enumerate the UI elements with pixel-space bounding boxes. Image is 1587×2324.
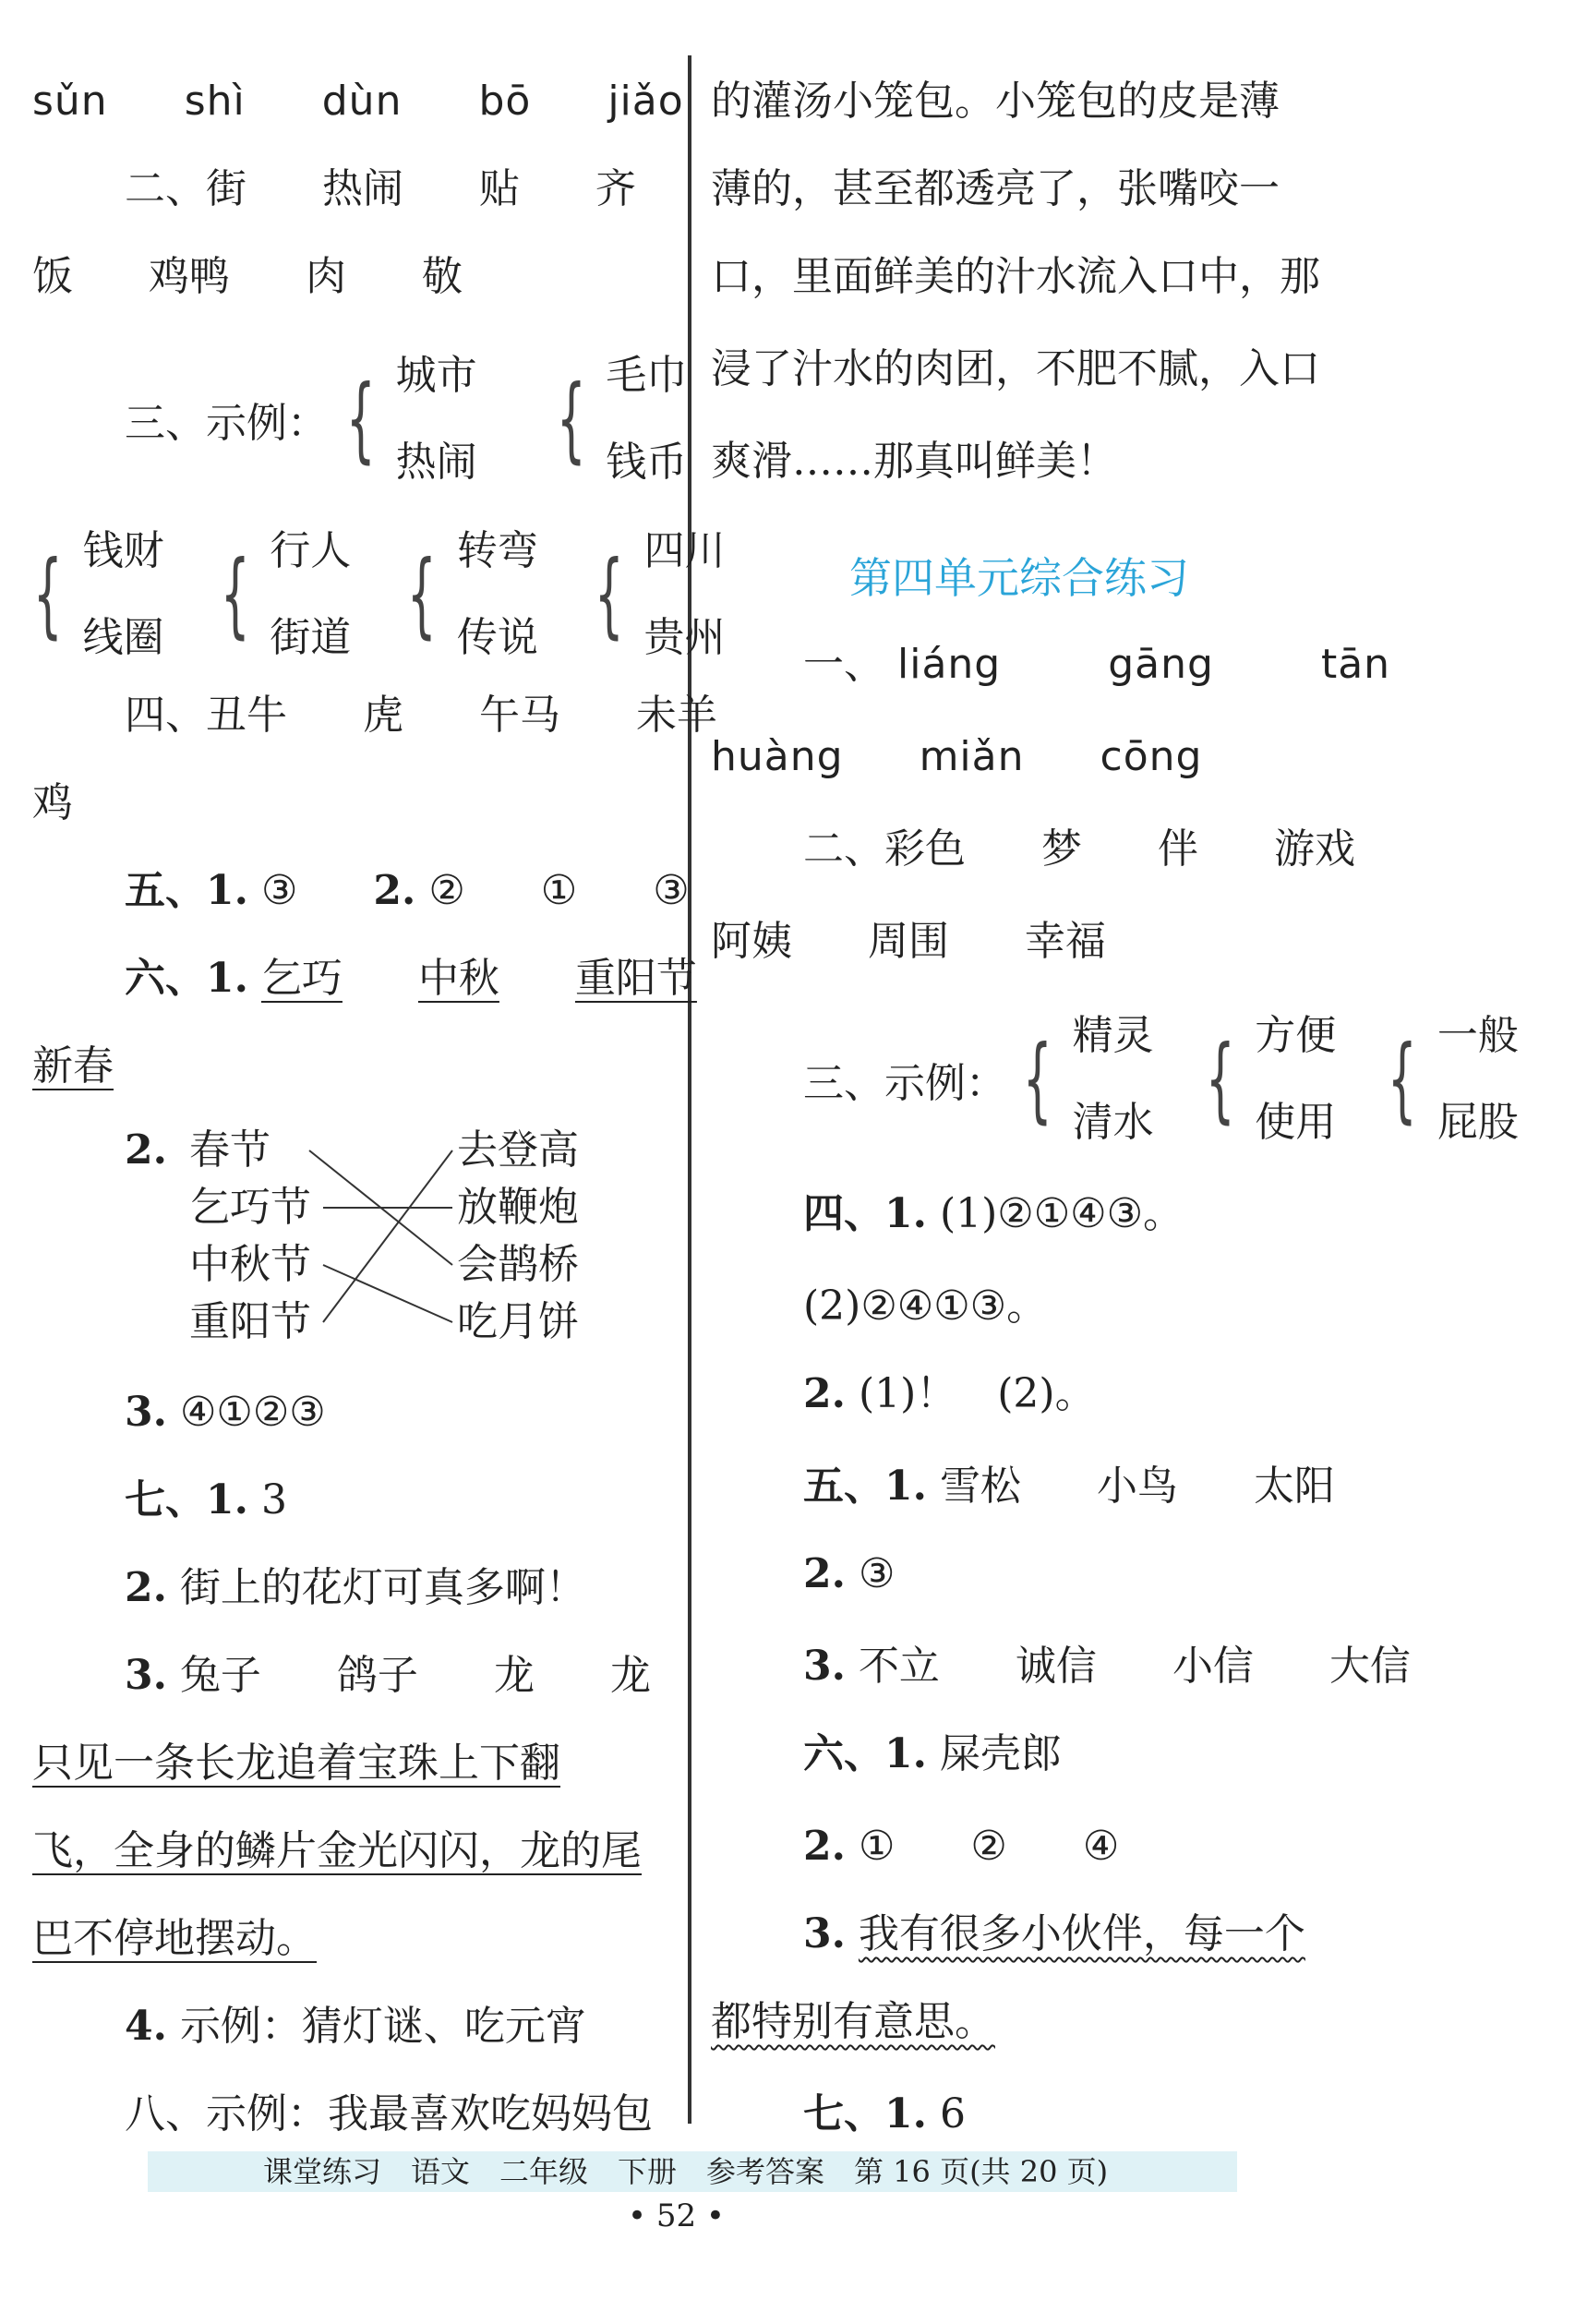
page-number: • 52 •	[628, 2198, 725, 2234]
q7-3-line	[125, 1648, 651, 1704]
answer-word: 兔子	[179, 1652, 261, 1699]
answer-word: 贴	[479, 165, 520, 212]
r2-line2	[711, 914, 1106, 969]
answer-word: 齐	[595, 165, 636, 212]
answer-word: 毛巾	[606, 352, 688, 399]
answer-word: 示例：猜灯谜、吃元宵	[179, 2003, 586, 2050]
right-cont-3: 口，里面鲜美的汁水流入口中，那	[711, 253, 1320, 300]
answer-word: 游戏	[1274, 825, 1355, 873]
answer-word: 热闹	[322, 165, 403, 212]
underlined-answer: 新春	[32, 1042, 114, 1090]
r3-label: 三、示例：	[803, 1060, 1006, 1107]
pinyin: gāng	[1108, 641, 1214, 688]
q5-line	[125, 863, 690, 919]
question-label: 2.	[125, 1564, 167, 1611]
q7-3-text-3	[32, 1911, 317, 1967]
answer-word: 屎壳郎	[939, 1730, 1062, 1777]
r5-1-line	[803, 1459, 1335, 1514]
answer-word: 钱财	[82, 527, 164, 574]
word-pair	[83, 508, 164, 681]
q4-line1	[125, 688, 717, 743]
answer-word: 热闹	[395, 439, 477, 486]
question-label: 五、1.	[803, 1463, 927, 1510]
q7-3-text-2	[32, 1824, 642, 1879]
answer-word: ②	[428, 867, 465, 914]
answer-word: 小信	[1172, 1643, 1254, 1690]
answer-word: 阿姨	[711, 918, 792, 965]
answer-word: 虎	[363, 692, 403, 739]
answer-word: 鸡鸭	[149, 253, 230, 300]
answer-word: 肉	[306, 253, 346, 300]
answer-word: 街道	[270, 614, 352, 661]
question-label: 六、1.	[803, 1730, 927, 1777]
column-divider	[688, 55, 691, 2124]
answer-word: 四、丑牛	[125, 692, 287, 739]
right-cont-1: 的灌汤小笼包。小笼包的皮是薄	[711, 78, 1280, 125]
r4-2-line	[803, 1367, 1096, 1422]
question-label: 3.	[125, 1389, 167, 1436]
pinyin: shì	[184, 78, 246, 125]
answer-word: 龙	[493, 1652, 535, 1699]
r5-3-line	[803, 1639, 1411, 1694]
q7-3-text-1	[32, 1736, 560, 1791]
question-label: 4.	[125, 2003, 167, 2050]
question-label: 五、1.	[125, 867, 248, 914]
brace-icon: {	[407, 540, 437, 648]
answer-word: ④①②③	[179, 1389, 326, 1436]
answer-word: ③	[653, 867, 690, 914]
q2-line2	[32, 249, 463, 305]
answer-word: 周围	[868, 918, 949, 965]
word-pair	[1255, 993, 1336, 1166]
pinyin: bō	[478, 78, 532, 125]
answer-word: ④	[1082, 1823, 1120, 1870]
q3-group	[125, 332, 687, 506]
right-cont-2: 薄的，甚至都透亮了，张嘴咬一	[711, 165, 1280, 212]
brace-icon: {	[32, 540, 63, 648]
answer-word: (1)！ (2)。	[858, 1370, 1096, 1417]
match-item: 放鞭炮	[457, 1184, 579, 1231]
answer-word: 城市	[395, 352, 477, 399]
answer-word: 行人	[270, 527, 352, 574]
answer-word: ①	[858, 1823, 896, 1870]
q7-2-line	[125, 1560, 586, 1616]
pinyin: cōng	[1100, 733, 1203, 780]
question-label: 3.	[125, 1652, 167, 1699]
pinyin: jiǎo	[607, 78, 684, 125]
answer-word: 屁股	[1437, 1099, 1519, 1146]
answer-word: 方便	[1255, 1012, 1337, 1059]
underlined-answer: 只见一条长龙追着宝珠上下翻	[32, 1740, 560, 1787]
underlined-answer: 中秋	[417, 955, 499, 1002]
q6-1-cont	[32, 1039, 114, 1094]
underlined-answer: 巴不停地摆动。	[32, 1915, 317, 1962]
question-label: 六、1.	[125, 955, 248, 1002]
match-item: 去登高	[457, 1126, 579, 1174]
q2-line1	[125, 162, 636, 217]
word-pair	[270, 508, 351, 681]
answer-word: 传说	[456, 614, 538, 661]
answer-word: 太阳	[1253, 1463, 1335, 1510]
answer-word: 敬	[422, 253, 463, 300]
r6-3-cont	[711, 1994, 995, 2050]
answer-word: 二、彩色	[803, 825, 966, 873]
r6-2-line	[803, 1819, 1119, 1874]
answer-word: (1)②①④③。	[939, 1190, 1184, 1237]
word-pair	[606, 332, 687, 506]
answer-word: 梦	[1041, 825, 1082, 873]
underlined-answer: 重阳节	[574, 955, 697, 1002]
right-cont-5: 爽滑……那真叫鲜美！	[711, 438, 1117, 485]
wavy-underlined-answer: 都特别有意思。	[711, 1998, 995, 2045]
answer-word: 大信	[1329, 1643, 1411, 1690]
pinyin: liáng	[897, 641, 1002, 688]
answer-word: 转弯	[456, 527, 538, 574]
answer-word: 四川	[643, 527, 726, 574]
r7-1-line	[803, 2087, 966, 2142]
r6-3-line	[803, 1907, 1305, 1962]
brace-icon: {	[220, 540, 250, 648]
answer-word: 3	[260, 1476, 287, 1523]
r4-1-line	[803, 1186, 1184, 1242]
answer-word: 诚信	[1015, 1643, 1097, 1690]
left-pinyin-line	[32, 74, 684, 129]
brace-icon: {	[1205, 1025, 1235, 1133]
r4-1b-line: (2)②④①③。	[803, 1282, 1048, 1330]
r6-1-line	[803, 1727, 1062, 1782]
match-item: 会鹊桥	[457, 1241, 579, 1288]
q7-4-line	[125, 1999, 586, 2054]
answer-word: 未羊	[636, 692, 717, 739]
q7-1-line	[125, 1473, 287, 1528]
question-label: 2.	[125, 1126, 167, 1174]
r2-line1	[803, 822, 1355, 877]
word-pair	[396, 332, 477, 506]
question-label: 七、1.	[125, 1476, 248, 1523]
brace-icon: {	[1022, 1025, 1052, 1133]
answer-word: 街上的花灯可真多啊！	[179, 1564, 586, 1611]
brace-icon: {	[345, 365, 376, 473]
answer-word: ①	[540, 867, 578, 914]
q3-row2	[18, 508, 726, 681]
pinyin: dùn	[321, 78, 403, 125]
question-label: 2.	[373, 867, 416, 914]
underlined-answer: 飞，全身的鳞片金光闪闪，龙的尾	[32, 1827, 642, 1874]
answer-word: 线圈	[82, 614, 164, 661]
answer-word: 精灵	[1072, 1012, 1154, 1059]
word-pair	[1073, 993, 1154, 1166]
brace-icon: {	[594, 540, 624, 648]
answer-word: ②	[970, 1823, 1007, 1870]
question-label: 2.	[803, 1550, 846, 1597]
question-label: 3.	[803, 1643, 846, 1690]
question-label: 2.	[803, 1823, 846, 1870]
answer-word: 午马	[479, 692, 560, 739]
underlined-answer: 乞巧	[260, 955, 343, 1002]
answer-word: 钱币	[606, 439, 688, 486]
wavy-underlined-answer: 我有很多小伙伴，每一个	[858, 1910, 1305, 1957]
brace-icon: {	[1388, 1025, 1417, 1133]
question-label: 一、	[803, 641, 884, 688]
answer-word: 饭	[32, 253, 73, 300]
question-label: 四、1.	[803, 1190, 927, 1237]
answer-word: 伴	[1158, 825, 1198, 873]
answer-word: 使用	[1255, 1099, 1337, 1146]
pinyin: huàng	[711, 733, 844, 780]
match-item: 春节	[189, 1126, 271, 1174]
answer-word: 龙	[609, 1652, 651, 1699]
pinyin: miǎn	[919, 733, 1025, 780]
match-item: 乞巧节	[189, 1184, 311, 1231]
r1-pinyin-line1	[803, 637, 1390, 692]
right-cont-4: 浸了汁水的肉团，不肥不腻，入口	[711, 345, 1320, 392]
match-item: 吃月饼	[457, 1298, 579, 1345]
question-label: 3.	[803, 1910, 846, 1957]
word-pair	[457, 508, 538, 681]
answer-word: 鸽子	[336, 1652, 418, 1699]
q4-line2: 鸡	[32, 779, 73, 826]
r1-pinyin-line2	[711, 729, 1202, 785]
q6-1-line	[125, 951, 697, 1006]
answer-word: 不立	[858, 1643, 940, 1690]
pinyin: sǔn	[32, 78, 108, 125]
q6-2-matching	[125, 1122, 642, 1362]
match-item: 中秋节	[189, 1241, 311, 1288]
q6-3-line	[125, 1385, 326, 1440]
answer-word: 小鸟	[1096, 1463, 1178, 1510]
r3-group	[803, 993, 1519, 1166]
answer-word: 雪松	[939, 1463, 1021, 1510]
answer-word: ③	[260, 867, 298, 914]
word-pair	[644, 508, 726, 681]
answer-word: 清水	[1072, 1099, 1154, 1146]
unit-title: 第四单元综合练习	[849, 553, 1189, 603]
r5-2-line	[803, 1547, 895, 1602]
pinyin: tān	[1320, 641, 1391, 688]
answer-word: 贵州	[643, 614, 726, 661]
question-label: 2.	[803, 1370, 846, 1417]
word-pair	[1437, 993, 1519, 1166]
answer-word: 一般	[1437, 1012, 1519, 1059]
answer-word: 二、街	[125, 165, 246, 212]
match-item: 重阳节	[189, 1298, 311, 1345]
q8-line: 八、示例：我最喜欢吃妈妈包	[125, 2090, 653, 2137]
q3-label: 三、示例：	[125, 400, 328, 447]
question-label: 七、1.	[803, 2090, 927, 2137]
match-right-column	[457, 1122, 579, 1351]
footer-text: 课堂练习 语文 二年级 下册 参考答案 第 16 页(共 20 页)	[263, 2154, 1109, 2189]
brace-icon: {	[556, 365, 586, 473]
answer-word: 幸福	[1025, 918, 1106, 965]
answer-word: ③	[858, 1550, 896, 1597]
answer-word: 6	[939, 2090, 966, 2137]
